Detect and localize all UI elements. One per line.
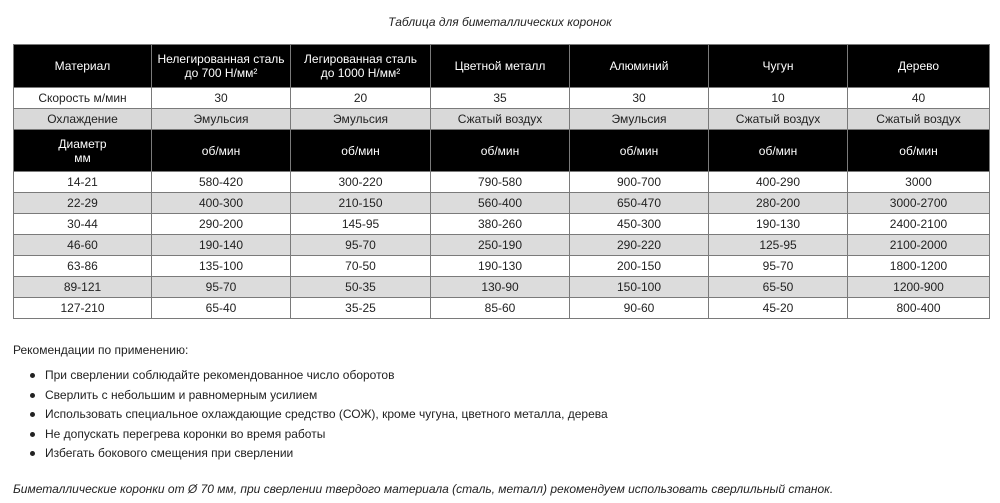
speed-label: Скорость м/мин (14, 88, 152, 109)
speed-cell: 10 (709, 88, 848, 109)
table-row (14, 214, 990, 235)
header-cell-line: Чугун (762, 59, 794, 73)
speed-cell: 30 (570, 88, 709, 109)
rpm-cell: 90-60 (570, 298, 709, 319)
list-item (14, 405, 608, 425)
footnote: Биметаллические коронки от Ø 70 мм, при сверлении твердого материала (сталь, металл) рекомендуем использовать сверлильный станок. (13, 482, 834, 496)
rpm-header-cell (431, 130, 570, 172)
header-cell-line: Дерево (897, 59, 940, 73)
rpm-cell: 125-95 (709, 235, 848, 256)
rpm-cell: 65-40 (152, 298, 291, 319)
header-cell-line: до 1000 Н/мм² (320, 66, 401, 80)
rpm-cell: 560-400 (431, 193, 570, 214)
rpm-cell: 190-130 (431, 256, 570, 277)
header-cell (570, 45, 709, 88)
rpm-header-cell (291, 130, 431, 172)
table-row (14, 298, 990, 319)
cooling-cell: Эмульсия (570, 109, 709, 130)
rpm-cell: 35-25 (291, 298, 431, 319)
header-cell-line: Легированная сталь (304, 52, 417, 66)
rpm-cell: 130-90 (431, 277, 570, 298)
rpm-header-cell-line: об/мин (899, 143, 938, 158)
rpm-cell: 50-35 (291, 277, 431, 298)
rpm-header-cell-line: об/мин (480, 143, 520, 158)
diameter-header-cell (14, 130, 152, 172)
header-cell-line: до 700 Н/мм² (184, 66, 258, 80)
header-cell (709, 45, 848, 88)
list-item-text: Избегать бокового смещения при сверлении (45, 446, 294, 460)
cooling-label: Охлаждение (14, 109, 152, 130)
rpm-cell: 65-50 (709, 277, 848, 298)
list-item-text: При сверлении соблюдайте рекомендованное число оборотов (45, 368, 395, 382)
rpm-header-cell (709, 130, 848, 172)
rpm-cell: 650-470 (570, 193, 709, 214)
rpm-header-cell (152, 130, 291, 172)
rpm-cell: 210-150 (291, 193, 431, 214)
cooling-cell: Сжатый воздух (431, 109, 570, 130)
header-cell (431, 45, 570, 88)
rpm-header-cell (848, 130, 990, 172)
rpm-cell: 2100-2000 (848, 235, 990, 256)
rpm-cell: 3000 (848, 172, 990, 193)
bullet-icon (30, 373, 35, 378)
speed-row (14, 88, 990, 109)
rpm-cell: 190-130 (709, 214, 848, 235)
rpm-cell: 900-700 (570, 172, 709, 193)
rpm-cell: 1800-1200 (848, 256, 990, 277)
diameter-cell: 63-86 (14, 256, 152, 277)
header-cell (152, 45, 291, 88)
rpm-cell: 300-220 (291, 172, 431, 193)
rpm-header-cell-line: об/мин (341, 143, 380, 158)
recommendations-list (14, 366, 608, 464)
speed-cell: 30 (152, 88, 291, 109)
diameter-header-cell-line: мм (74, 150, 91, 165)
rpm-cell: 2400-2100 (848, 214, 990, 235)
rpm-cell: 290-220 (570, 235, 709, 256)
speed-cell: 40 (848, 88, 990, 109)
rpm-cell: 200-150 (570, 256, 709, 277)
header-cell (848, 45, 990, 88)
cooling-row (14, 109, 990, 130)
diameter-cell: 127-210 (14, 298, 152, 319)
cooling-cell: Эмульсия (152, 109, 291, 130)
header-cell-line: Цветной металл (454, 59, 546, 73)
rpm-cell: 380-260 (431, 214, 570, 235)
rpm-cell: 190-140 (152, 235, 291, 256)
header-row (14, 45, 990, 88)
bullet-icon (30, 432, 35, 437)
speed-cell: 20 (291, 88, 431, 109)
rpm-header-cell-line: об/мин (619, 143, 659, 158)
bullet-icon (30, 412, 35, 417)
rpm-cell: 250-190 (431, 235, 570, 256)
rpm-cell: 1200-900 (848, 277, 990, 298)
table-row (14, 172, 990, 193)
diameter-header-row (14, 130, 990, 172)
list-item (14, 386, 608, 406)
diameter-cell: 14-21 (14, 172, 152, 193)
table-row (14, 277, 990, 298)
rpm-cell: 580-420 (152, 172, 291, 193)
cooling-cell: Сжатый воздух (709, 109, 848, 130)
bimetal-crown-table (13, 44, 990, 319)
rpm-cell: 400-290 (709, 172, 848, 193)
list-item (14, 444, 608, 464)
header-cell (14, 45, 152, 88)
bullet-icon (30, 451, 35, 456)
rpm-header-cell-line: об/мин (201, 143, 241, 158)
list-item (14, 366, 608, 386)
diameter-cell: 46-60 (14, 235, 152, 256)
rpm-cell: 70-50 (291, 256, 431, 277)
rpm-cell: 450-300 (570, 214, 709, 235)
rpm-cell: 800-400 (848, 298, 990, 319)
rpm-cell: 145-95 (291, 214, 431, 235)
rpm-cell: 85-60 (431, 298, 570, 319)
diameter-cell: 30-44 (14, 214, 152, 235)
header-cell-line: Материал (54, 59, 111, 73)
diameter-header-cell-line: Диаметр (58, 136, 107, 151)
header-cell (291, 45, 431, 88)
speed-cell: 35 (431, 88, 570, 109)
header-cell-line: Нелегированная сталь (157, 52, 285, 66)
rpm-cell: 290-200 (152, 214, 291, 235)
rpm-cell: 280-200 (709, 193, 848, 214)
rpm-header-cell (570, 130, 709, 172)
table-caption: Таблица для биметаллических коронок (388, 15, 612, 29)
rpm-cell: 3000-2700 (848, 193, 990, 214)
rpm-cell: 95-70 (709, 256, 848, 277)
diameter-cell: 22-29 (14, 193, 152, 214)
rpm-cell: 400-300 (152, 193, 291, 214)
rpm-cell: 790-580 (431, 172, 570, 193)
rpm-cell: 45-20 (709, 298, 848, 319)
cooling-cell: Эмульсия (291, 109, 431, 130)
cooling-cell: Сжатый воздух (848, 109, 990, 130)
rpm-cell: 135-100 (152, 256, 291, 277)
bullet-icon (30, 393, 35, 398)
recommendations-title: Рекомендации по применению: (13, 343, 189, 357)
rpm-cell: 95-70 (152, 277, 291, 298)
diameter-cell: 89-121 (14, 277, 152, 298)
table-row (14, 235, 990, 256)
table-row (14, 256, 990, 277)
rpm-cell: 150-100 (570, 277, 709, 298)
list-item (14, 425, 608, 445)
rpm-cell: 95-70 (291, 235, 431, 256)
list-item-text: Сверлить с небольшим и равномерным усилием (45, 387, 318, 402)
list-item-text: Не допускать перегрева коронки во время работы (45, 426, 326, 441)
rpm-header-cell-line: об/мин (758, 143, 798, 158)
list-item-text: Использовать специальное охлаждающие средство (СОЖ), кроме чугуна, цветного металла, дерева (45, 407, 608, 421)
table-row (14, 193, 990, 214)
header-cell-line: Алюминий (609, 59, 669, 73)
